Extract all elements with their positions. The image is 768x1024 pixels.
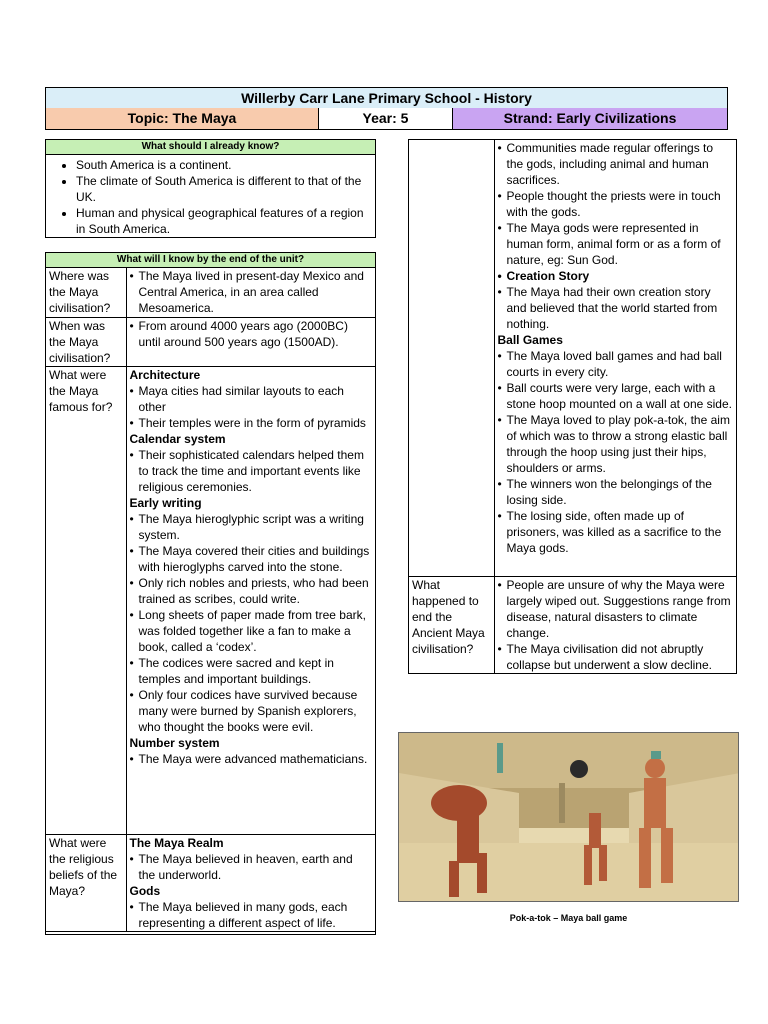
section-heading: Number system [129, 735, 220, 750]
answer-cell: • People are unsure of why the Maya were largely wiped out. Suggestions range from disease, natural disasters to climate change. • The Maya civilisation did not abruptly collapse but underwent a slow decline. [494, 576, 736, 673]
list-item: • South America is a continent. [76, 157, 369, 173]
section-heading: Early writing [129, 495, 202, 510]
section-heading: Ball Games [497, 333, 563, 347]
right-knowledge-table [409, 140, 736, 674]
subheader-bar [45, 108, 728, 130]
question-cell: Where was the Maya civilisation? [46, 268, 126, 317]
section-heading: Architecture [129, 367, 201, 382]
table-row [46, 834, 375, 931]
table-row [46, 317, 375, 366]
topic-label: Topic: The Maya [46, 108, 319, 129]
strand-label: Strand: Early Civilizations [453, 108, 727, 129]
answer-cell: • The Maya lived in present-day Mexico and Central America, in an area called Mesoamerica. [126, 268, 375, 317]
section-heading: Calendar system [129, 431, 226, 446]
table-row [409, 576, 736, 673]
list-item: • Human and physical geographical features of a region in South America. [76, 205, 369, 237]
answer-cell: • From around 4000 years ago (2000BC) until around 500 years ago (1500AD). [126, 317, 375, 366]
prior-knowledge-list [46, 157, 375, 237]
section-heading: Creation Story [506, 269, 590, 283]
table-row [46, 366, 375, 834]
ball-game-illustration [398, 732, 739, 902]
section-heading: The Maya Realm [129, 835, 224, 850]
question-cell: What were the religious beliefs of the Maya? [46, 834, 126, 931]
unit-knowledge-box [45, 252, 376, 935]
prior-knowledge-box [45, 139, 376, 238]
ball-game-picture [399, 733, 739, 902]
unit-knowledge-table [46, 268, 375, 932]
answer-cell: Architecture • Maya cities had similar layouts to each other • Their temples were in the form of pyramids Calendar system • Their sophisticated calendars helped them to track the time and important events like religious ceremonies. Early writing • The Maya hieroglyphic script was a writing system. • The Maya covered their cities and buildings with hieroglyphs carved into the stone. • Only rich nobles and priests, who had been trained as scribes, could write. • Long sheets of paper made from tree bark, was folded together like a fan to make a book, called a ‘codex’. • The codices were sacred and kept in temples and important buildings. • Only four codices have survived because many were burned by Spanish explorers, who thought the books were evil. Number system • The Maya were advanced mathematicians. [126, 366, 375, 834]
answer-cell: The Maya Realm • The Maya believed in heaven, earth and the underworld. Gods • The Maya believed in many gods, each representing a different aspect of life. [126, 834, 375, 931]
question-cell: What happened to end the Ancient Maya civilisation? [409, 576, 494, 673]
question-cell: What were the Maya famous for? [46, 366, 126, 834]
unit-knowledge-heading: What will I know by the end of the unit? [46, 253, 375, 268]
table-row [46, 268, 375, 317]
page-title: Willerby Carr Lane Primary School - History [45, 87, 728, 109]
list-item: • The climate of South America is different to that of the UK. [76, 173, 369, 205]
prior-knowledge-heading: What should I already know? [46, 140, 375, 155]
section-heading: Gods [129, 883, 161, 898]
table-row [409, 140, 736, 576]
year-label: Year: 5 [319, 108, 453, 129]
question-cell [409, 140, 494, 576]
question-cell: When was the Maya civilisation? [46, 317, 126, 366]
image-caption: Pok-a-tok – Maya ball game [509, 913, 628, 923]
right-knowledge-box [408, 139, 737, 674]
answer-cell: • Communities made regular offerings to the gods, including animal and human sacrifices. • People thought the priests were in touch with the gods. • The Maya gods were represented in human form, animal form or as a form of nature, eg: Sun God. • Creation Story • The Maya had their own creation story and believed that the world started from nothing. Ball Games • The Maya loved ball games and had ball courts in every city. • Ball courts were very large, each with a stone hoop mounted on a wall at one side. • The Maya loved to play pok-a-tok, the aim of which was to throw a strong elastic ball through the hoop using just their hips, shoulders or arms. • The winners won the belongings of the losing side. • The losing side, often made up of prisoners, was killed as a sacrifice to the Maya gods. [494, 140, 736, 576]
